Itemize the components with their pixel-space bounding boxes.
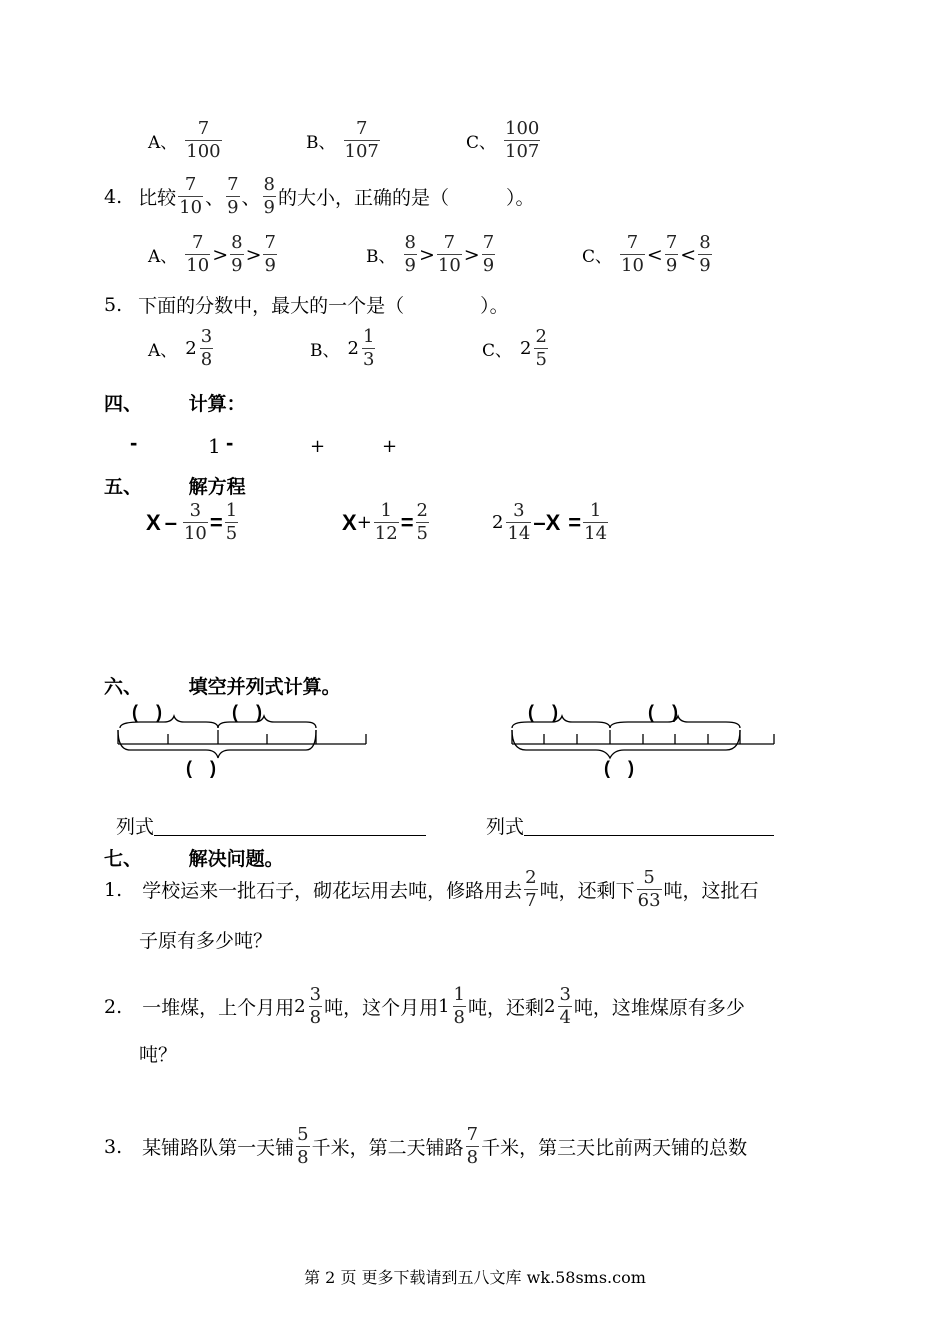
problem-2	[104, 986, 745, 1027]
q5-option-b	[310, 328, 377, 369]
problem-3	[104, 1126, 747, 1167]
formula-line-2	[486, 812, 774, 839]
fraction: $\frac{7}{10}$	[179, 174, 203, 218]
section-4-heading	[104, 389, 246, 416]
fraction: $\frac{3}{10}$	[183, 500, 207, 544]
question-text: 下面的分数中，最大的一个是（ ）。	[138, 295, 509, 317]
blank-paren: ( )	[604, 758, 634, 778]
fraction: $\frac{7}{10}$	[437, 232, 461, 276]
q3-option-a	[148, 120, 224, 161]
option-label: A、	[148, 341, 178, 361]
equation-3	[492, 502, 610, 543]
problem-text: 吨，这批石	[663, 880, 759, 902]
problem-text: 吨，这个月用	[324, 997, 439, 1019]
fraction: $\frac{1}{12}$	[374, 500, 398, 544]
mixed-number: 2 $\frac{3}{8}$	[294, 984, 322, 1028]
fraction: $\frac{8}{9}$	[699, 232, 711, 276]
fraction: $\frac{8}{9}$	[263, 174, 275, 218]
separator: 、	[241, 187, 261, 209]
calc-one: 1	[208, 434, 221, 458]
section-7-heading	[104, 844, 284, 871]
mixed-number: 2 $\frac{1}{3}$	[347, 326, 375, 370]
blank-paren: ( )	[648, 702, 678, 722]
fraction: $\frac{7}{100}$	[186, 118, 221, 162]
fraction: $\frac{8}{9}$	[404, 232, 416, 276]
mixed-number: 2 $\frac{2}{5}$	[520, 326, 547, 370]
formula-label: 列式	[116, 816, 155, 838]
calc-minus-1: -	[130, 430, 138, 455]
problem-text: 千米，第二天铺路	[311, 1137, 464, 1159]
greater-sign: >	[212, 243, 229, 266]
question-5	[104, 291, 509, 318]
q3-option-b	[306, 120, 382, 161]
operator: –	[164, 509, 177, 535]
fraction: $\frac{7}{9}$	[665, 232, 678, 276]
blank-paren: ( )	[132, 702, 162, 722]
operator: +	[356, 512, 372, 533]
option-label: C、	[482, 341, 513, 361]
problem-number: 1.	[104, 878, 123, 901]
greater-sign: >	[245, 243, 262, 266]
section-index: 七、	[104, 848, 143, 870]
less-sign: <	[680, 243, 697, 266]
problem-2-line-2: 吨？	[139, 1044, 178, 1066]
section-index: 五、	[104, 476, 143, 498]
equals-sign: =	[209, 509, 223, 535]
problem-text: 某铺路队第一天铺	[142, 1137, 295, 1159]
section-index: 六、	[104, 676, 143, 698]
problem-1-line-2: 子原有多少吨？	[139, 930, 273, 952]
q4-option-b	[366, 234, 497, 275]
less-sign: <	[646, 243, 663, 266]
option-label: A、	[148, 247, 178, 267]
variable-x: X	[146, 509, 161, 535]
variable-x: X	[342, 509, 357, 535]
section-title: 解方程	[188, 476, 246, 498]
calc-plus-1: +	[310, 436, 326, 457]
option-label: C、	[466, 133, 497, 153]
option-label: A、	[148, 133, 178, 153]
option-label: C、	[582, 247, 613, 267]
section-index: 四、	[104, 393, 143, 415]
segment-diagram-right	[504, 694, 784, 784]
greater-sign: >	[418, 243, 435, 266]
fraction: $\frac{7}{8}$	[466, 1124, 479, 1168]
section-title: 解决问题。	[188, 848, 284, 870]
question-number: 4.	[104, 185, 123, 208]
q4-option-c	[582, 234, 714, 275]
fraction: $\frac{7}{10}$	[186, 232, 210, 276]
fraction: $\frac{5}{63}$	[637, 867, 661, 911]
formula-line-1	[116, 812, 426, 839]
fraction: $\frac{1}{5}$	[225, 500, 238, 544]
section-title: 计算：	[188, 393, 246, 415]
greater-sign: >	[463, 243, 480, 266]
question-text: 比较	[138, 187, 177, 209]
problem-text: 千米，第三天比前两天铺的总数	[481, 1137, 748, 1159]
mixed-number: 2 $\frac{3}{4}$	[544, 984, 571, 1028]
equation-1	[146, 502, 240, 543]
equals-sign: =	[568, 509, 582, 535]
option-label: B、	[306, 133, 336, 153]
top-brace	[512, 716, 610, 728]
question-text: 的大小，正确的是（ ）。	[278, 187, 535, 209]
fraction: $\frac{2}{5}$	[416, 500, 428, 544]
operator: –X	[533, 509, 561, 535]
fraction: $\frac{1}{14}$	[584, 500, 608, 544]
section-5-heading	[104, 472, 246, 499]
equals-sign: =	[400, 509, 414, 535]
formula-label: 列式	[486, 816, 525, 838]
page-footer: 第 2 页 更多下载请到五八文库 wk.58sms.com	[304, 1268, 646, 1287]
calc-plus-2: +	[382, 436, 398, 457]
problem-number: 3.	[104, 1135, 123, 1158]
q4-option-a	[148, 234, 279, 275]
fraction: $\frac{7}{9}$	[482, 232, 495, 276]
problem-text: 吨，还剩下	[539, 880, 635, 902]
question-number: 5.	[104, 293, 123, 316]
option-label: B、	[310, 341, 340, 361]
blank-paren: ( )	[186, 758, 216, 778]
problem-1	[104, 869, 759, 910]
section-title: 填空并列式计算。	[188, 676, 341, 698]
mixed-number: 1 $\frac{1}{8}$	[438, 984, 465, 1028]
answer-blank[interactable]	[524, 815, 774, 836]
problem-number: 2.	[104, 995, 123, 1018]
separator: 、	[205, 187, 225, 209]
segment-diagram-left	[110, 694, 380, 784]
fraction: $\frac{8}{9}$	[231, 232, 243, 276]
option-label: B、	[366, 247, 396, 267]
fraction: $\frac{2}{7}$	[525, 867, 537, 911]
problem-text: 学校运来一批石子，砌花坛用去吨，修路用去	[142, 880, 523, 902]
mixed-number: 2 $\frac{3}{8}$	[185, 326, 213, 370]
fraction: $\frac{7}{10}$	[621, 232, 644, 276]
fraction: $\frac{7}{107}$	[344, 118, 379, 162]
mixed-number: 2 $\frac{3}{14}$	[492, 500, 531, 544]
q3-option-c	[466, 120, 542, 161]
fraction: $\frac{5}{8}$	[297, 1124, 309, 1168]
answer-blank[interactable]	[154, 815, 426, 836]
fraction: $\frac{100}{107}$	[505, 118, 540, 162]
question-4	[104, 176, 535, 217]
problem-text: 吨，这堆煤原有多少	[573, 997, 745, 1019]
fraction: $\frac{7}{9}$	[227, 174, 239, 218]
fraction: $\frac{7}{9}$	[264, 232, 276, 276]
blank-paren: ( )	[528, 702, 558, 722]
problem-text: 吨，还剩	[467, 997, 544, 1019]
blank-paren: ( )	[232, 702, 262, 722]
calc-minus-2: -	[226, 430, 234, 455]
problem-text: 一堆煤，上个月用	[142, 997, 295, 1019]
equation-2	[342, 502, 431, 543]
q5-option-a	[148, 328, 215, 369]
q5-option-c	[482, 328, 550, 369]
